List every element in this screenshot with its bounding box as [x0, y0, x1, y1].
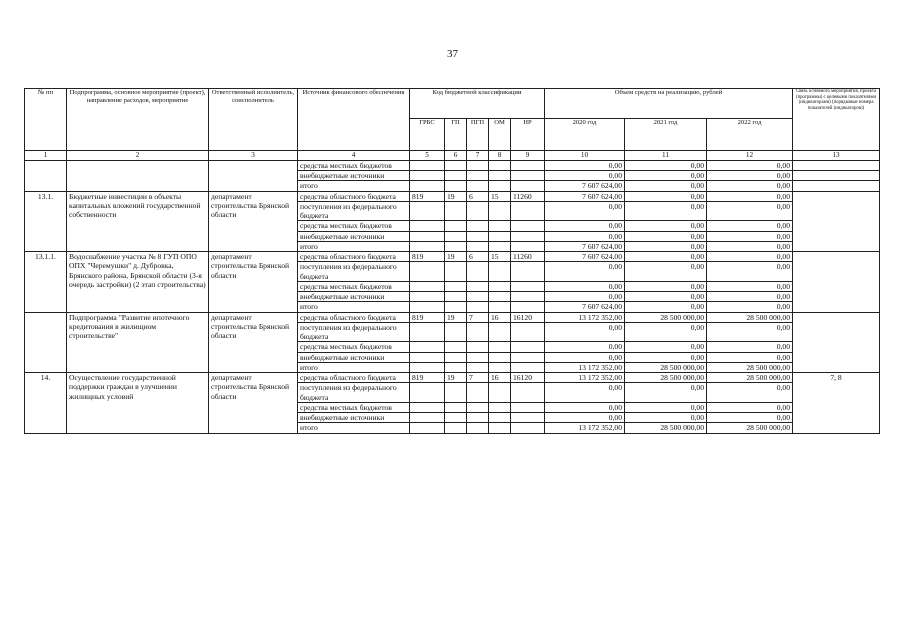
- header-code-group: Код бюджетной классификации: [410, 89, 545, 119]
- code-grbs: 819: [410, 312, 445, 322]
- value-2021: 28 500 000,00: [625, 373, 707, 383]
- code-cell: [467, 302, 489, 312]
- table-header: [25, 89, 880, 151]
- code-pgp: 7: [467, 373, 489, 383]
- code-cell: [467, 402, 489, 412]
- header-np: НР: [511, 119, 545, 151]
- value-2021: 0,00: [625, 342, 707, 352]
- code-cell: [467, 171, 489, 181]
- value-2022: 0,00: [707, 342, 793, 352]
- link-cell: [793, 171, 880, 181]
- table-row: [25, 373, 880, 383]
- source-cell: внебюджетные источники: [298, 171, 410, 181]
- code-cell: [489, 302, 511, 312]
- column-numbers-row: [25, 151, 880, 161]
- code-cell: [467, 322, 489, 342]
- header-program: Подпрограмма, основное мероприятие (проект), направление расходов, мероприятие: [67, 89, 209, 151]
- value-2022: 0,00: [707, 160, 793, 170]
- program-cell: [67, 160, 209, 191]
- responsible-name: департамент строительства Брянской области: [209, 191, 298, 252]
- source-cell: итого: [298, 362, 410, 372]
- source-cell: итого: [298, 423, 410, 433]
- code-cell: [467, 423, 489, 433]
- program-name: Бюджетные инвестиции в объекты капитальных вложений государственной собственности: [67, 191, 209, 252]
- indicator-link: [793, 191, 880, 252]
- code-cell: [511, 402, 545, 412]
- code-cell: [489, 262, 511, 282]
- code-cell: [489, 352, 511, 362]
- value-2020: 0,00: [545, 342, 625, 352]
- value-2022: 0,00: [707, 191, 793, 201]
- source-cell: внебюджетные источники: [298, 292, 410, 302]
- header-2020: 2020 год: [545, 119, 625, 151]
- code-cell: [445, 352, 467, 362]
- column-number: 5: [410, 151, 445, 161]
- header-link: Связь основного мероприятия, проекта (программы) с целевыми показателями (индикаторами) (порядковые номера показателей (индикаторов)): [793, 89, 880, 151]
- code-cell: [511, 221, 545, 231]
- value-2020: 0,00: [545, 262, 625, 282]
- responsible-name: департамент строительства Брянской области: [209, 312, 298, 373]
- value-2022: 0,00: [707, 383, 793, 403]
- value-2021: 0,00: [625, 262, 707, 282]
- source-cell: средства областного бюджета: [298, 373, 410, 383]
- code-cell: [445, 423, 467, 433]
- code-cell: [445, 342, 467, 352]
- source-cell: средства областного бюджета: [298, 252, 410, 262]
- value-2022: 0,00: [707, 262, 793, 282]
- code-cell: [410, 201, 445, 221]
- value-2021: 0,00: [625, 322, 707, 342]
- source-cell: итого: [298, 241, 410, 251]
- value-2021: 0,00: [625, 383, 707, 403]
- code-cell: [511, 383, 545, 403]
- program-name: Подпрограмма "Развитие ипотечного кредитования в жилищном строительстве": [67, 312, 209, 373]
- code-cell: [511, 181, 545, 191]
- code-grbs: 819: [410, 373, 445, 383]
- value-2020: 13 172 352,00: [545, 423, 625, 433]
- code-cell: [511, 160, 545, 170]
- code-cell: [511, 362, 545, 372]
- value-2022: 0,00: [707, 221, 793, 231]
- value-2020: 0,00: [545, 221, 625, 231]
- table-body: [25, 151, 880, 434]
- page-number: 37: [447, 48, 458, 60]
- code-gp: 19: [445, 252, 467, 262]
- source-cell: поступления из федерального бюджета: [298, 262, 410, 282]
- source-cell: средства местных бюджетов: [298, 402, 410, 412]
- table-row: [25, 252, 880, 262]
- code-cell: [410, 302, 445, 312]
- program-name: Водоснабжение участка № 8 ГУП ОПО ОПХ "Черемушки" д. Дубровка, Брянского района, Брянской области (3-я очередь застройки) (2 этап строительства): [67, 252, 209, 313]
- column-number: 10: [545, 151, 625, 161]
- row-number: [25, 312, 67, 373]
- indicator-link: [793, 312, 880, 373]
- code-cell: [511, 231, 545, 241]
- link-cell: [793, 181, 880, 191]
- code-cell: [410, 413, 445, 423]
- column-number: 13: [793, 151, 880, 161]
- code-cell: [467, 181, 489, 191]
- code-cell: [410, 352, 445, 362]
- code-pgp: 7: [467, 312, 489, 322]
- code-cell: [511, 322, 545, 342]
- value-2021: 0,00: [625, 221, 707, 231]
- column-number: 7: [467, 151, 489, 161]
- code-cell: [489, 322, 511, 342]
- value-2021: 0,00: [625, 201, 707, 221]
- code-cell: [467, 221, 489, 231]
- code-cell: [467, 383, 489, 403]
- value-2022: 0,00: [707, 292, 793, 302]
- code-cell: [511, 262, 545, 282]
- code-cell: [410, 241, 445, 251]
- value-2020: 0,00: [545, 281, 625, 291]
- code-cell: [489, 160, 511, 170]
- program-name: Осуществление государственной поддержки граждан в улучшении жилищных условий: [67, 373, 209, 434]
- source-cell: средства местных бюджетов: [298, 342, 410, 352]
- source-cell: средства местных бюджетов: [298, 281, 410, 291]
- source-cell: внебюджетные источники: [298, 413, 410, 423]
- value-2020: 7 607 624,00: [545, 241, 625, 251]
- value-2021: 0,00: [625, 160, 707, 170]
- code-cell: [410, 292, 445, 302]
- column-number: 2: [67, 151, 209, 161]
- header-grbs: ГРБС: [410, 119, 445, 151]
- code-cell: [410, 281, 445, 291]
- code-cell: [410, 262, 445, 282]
- source-cell: средства областного бюджета: [298, 312, 410, 322]
- value-2022: 0,00: [707, 413, 793, 423]
- value-2022: 0,00: [707, 322, 793, 342]
- column-number: 4: [298, 151, 410, 161]
- code-cell: [511, 302, 545, 312]
- value-2022: 28 500 000,00: [707, 362, 793, 372]
- value-2021: 0,00: [625, 413, 707, 423]
- value-2021: 28 500 000,00: [625, 423, 707, 433]
- code-om: 15: [489, 252, 511, 262]
- code-cell: [445, 160, 467, 170]
- row-number: 13.1.: [25, 191, 67, 252]
- code-cell: [467, 281, 489, 291]
- code-gp: 19: [445, 191, 467, 201]
- code-cell: [445, 231, 467, 241]
- code-om: 16: [489, 312, 511, 322]
- value-2021: 0,00: [625, 292, 707, 302]
- value-2022: 0,00: [707, 402, 793, 412]
- code-cell: [489, 402, 511, 412]
- code-cell: [489, 423, 511, 433]
- code-cell: [511, 342, 545, 352]
- column-number: 6: [445, 151, 467, 161]
- header-2022: 2022 год: [707, 119, 793, 151]
- code-cell: [467, 262, 489, 282]
- indicator-link: [793, 252, 880, 313]
- code-grbs: 819: [410, 252, 445, 262]
- value-2022: 0,00: [707, 352, 793, 362]
- code-cell: [511, 201, 545, 221]
- code-cell: [410, 322, 445, 342]
- code-cell: [410, 181, 445, 191]
- value-2020: 0,00: [545, 292, 625, 302]
- value-2020: 13 172 352,00: [545, 362, 625, 372]
- source-cell: средства областного бюджета: [298, 191, 410, 201]
- value-2021: 0,00: [625, 402, 707, 412]
- code-np: 11260: [511, 191, 545, 201]
- responsible-name: департамент строительства Брянской области: [209, 252, 298, 313]
- code-cell: [445, 201, 467, 221]
- source-cell: средства местных бюджетов: [298, 160, 410, 170]
- value-2020: 7 607 624,00: [545, 191, 625, 201]
- value-2020: 7 607 624,00: [545, 181, 625, 191]
- code-cell: [467, 292, 489, 302]
- code-cell: [410, 383, 445, 403]
- indicator-link: 7, 8: [793, 373, 880, 434]
- code-cell: [467, 231, 489, 241]
- header-pgp: ПГП: [467, 119, 489, 151]
- table-row: [25, 312, 880, 322]
- source-cell: внебюджетные источники: [298, 231, 410, 241]
- code-om: 15: [489, 191, 511, 201]
- value-2022: 28 500 000,00: [707, 312, 793, 322]
- value-2021: 0,00: [625, 281, 707, 291]
- code-cell: [489, 292, 511, 302]
- code-cell: [445, 171, 467, 181]
- column-number: 3: [209, 151, 298, 161]
- code-cell: [445, 181, 467, 191]
- header-no: № пп: [25, 89, 67, 151]
- value-2022: 0,00: [707, 171, 793, 181]
- header-om: ОМ: [489, 119, 511, 151]
- source-cell: внебюджетные источники: [298, 352, 410, 362]
- table-row: [25, 160, 880, 170]
- code-cell: [445, 413, 467, 423]
- source-cell: итого: [298, 302, 410, 312]
- source-cell: итого: [298, 181, 410, 191]
- code-cell: [511, 352, 545, 362]
- code-cell: [445, 383, 467, 403]
- row-number: 14.: [25, 373, 67, 434]
- column-number: 11: [625, 151, 707, 161]
- code-cell: [511, 171, 545, 181]
- value-2021: 0,00: [625, 171, 707, 181]
- source-cell: поступления из федерального бюджета: [298, 201, 410, 221]
- row-number: 13.1.1.: [25, 252, 67, 313]
- code-cell: [489, 181, 511, 191]
- code-cell: [410, 342, 445, 352]
- value-2020: 0,00: [545, 352, 625, 362]
- value-2020: 0,00: [545, 402, 625, 412]
- code-cell: [467, 362, 489, 372]
- value-2020: 0,00: [545, 160, 625, 170]
- code-cell: [410, 171, 445, 181]
- code-pgp: 6: [467, 191, 489, 201]
- value-2021: 28 500 000,00: [625, 312, 707, 322]
- code-cell: [467, 241, 489, 251]
- value-2020: 0,00: [545, 413, 625, 423]
- code-cell: [489, 413, 511, 423]
- code-cell: [511, 281, 545, 291]
- code-cell: [445, 362, 467, 372]
- value-2020: 0,00: [545, 201, 625, 221]
- value-2021: 0,00: [625, 181, 707, 191]
- value-2021: 0,00: [625, 241, 707, 251]
- code-om: 16: [489, 373, 511, 383]
- code-cell: [489, 383, 511, 403]
- code-cell: [467, 352, 489, 362]
- value-2020: 0,00: [545, 322, 625, 342]
- value-2022: 0,00: [707, 181, 793, 191]
- code-cell: [511, 423, 545, 433]
- column-number: 8: [489, 151, 511, 161]
- column-number: 12: [707, 151, 793, 161]
- value-2020: 0,00: [545, 231, 625, 241]
- code-cell: [489, 171, 511, 181]
- value-2022: 0,00: [707, 281, 793, 291]
- code-cell: [489, 201, 511, 221]
- code-cell: [445, 302, 467, 312]
- header-responsible: Ответственный исполнитель, соисполнитель: [209, 89, 298, 151]
- code-gp: 19: [445, 312, 467, 322]
- code-cell: [410, 362, 445, 372]
- responsible-name: департамент строительства Брянской области: [209, 373, 298, 434]
- code-cell: [489, 281, 511, 291]
- value-2020: 13 172 352,00: [545, 373, 625, 383]
- column-number: 9: [511, 151, 545, 161]
- header-source: Источник финансового обеспечения: [298, 89, 410, 151]
- header-gp: ГП: [445, 119, 467, 151]
- code-cell: [410, 231, 445, 241]
- code-cell: [489, 362, 511, 372]
- value-2022: 0,00: [707, 252, 793, 262]
- source-cell: средства местных бюджетов: [298, 221, 410, 231]
- value-2022: 0,00: [707, 231, 793, 241]
- code-cell: [445, 221, 467, 231]
- code-cell: [410, 402, 445, 412]
- code-cell: [445, 262, 467, 282]
- value-2022: 0,00: [707, 302, 793, 312]
- code-np: 11260: [511, 252, 545, 262]
- code-gp: 19: [445, 373, 467, 383]
- code-cell: [445, 402, 467, 412]
- code-cell: [410, 423, 445, 433]
- value-2021: 0,00: [625, 231, 707, 241]
- value-2022: 0,00: [707, 201, 793, 221]
- source-cell: поступления из федерального бюджета: [298, 322, 410, 342]
- code-cell: [467, 160, 489, 170]
- responsible-cell: [209, 160, 298, 191]
- code-pgp: 6: [467, 252, 489, 262]
- value-2020: 0,00: [545, 171, 625, 181]
- value-2020: 0,00: [545, 383, 625, 403]
- value-2022: 28 500 000,00: [707, 373, 793, 383]
- value-2021: 0,00: [625, 191, 707, 201]
- code-cell: [445, 322, 467, 342]
- value-2020: 7 607 624,00: [545, 252, 625, 262]
- value-2022: 28 500 000,00: [707, 423, 793, 433]
- table-row: [25, 191, 880, 201]
- code-cell: [511, 292, 545, 302]
- code-cell: [489, 241, 511, 251]
- code-cell: [410, 160, 445, 170]
- code-np: 16120: [511, 312, 545, 322]
- column-number: 1: [25, 151, 67, 161]
- value-2020: 7 607 624,00: [545, 302, 625, 312]
- code-cell: [467, 413, 489, 423]
- code-cell: [511, 241, 545, 251]
- value-2021: 0,00: [625, 352, 707, 362]
- code-cell: [467, 201, 489, 221]
- code-cell: [410, 221, 445, 231]
- link-cell: [793, 160, 880, 170]
- code-cell: [489, 221, 511, 231]
- value-2021: 28 500 000,00: [625, 362, 707, 372]
- source-cell: поступления из федерального бюджета: [298, 383, 410, 403]
- code-np: 16120: [511, 373, 545, 383]
- code-cell: [445, 281, 467, 291]
- code-cell: [511, 413, 545, 423]
- value-2020: 13 172 352,00: [545, 312, 625, 322]
- code-cell: [445, 292, 467, 302]
- value-2021: 0,00: [625, 252, 707, 262]
- header-volume-group: Объем средств на реализацию, рублей: [545, 89, 793, 119]
- code-cell: [489, 342, 511, 352]
- budget-table: [24, 88, 880, 434]
- code-grbs: 819: [410, 191, 445, 201]
- code-cell: [445, 241, 467, 251]
- no-cell: [25, 160, 67, 191]
- value-2022: 0,00: [707, 241, 793, 251]
- header-2021: 2021 год: [625, 119, 707, 151]
- value-2021: 0,00: [625, 302, 707, 312]
- code-cell: [467, 342, 489, 352]
- code-cell: [489, 231, 511, 241]
